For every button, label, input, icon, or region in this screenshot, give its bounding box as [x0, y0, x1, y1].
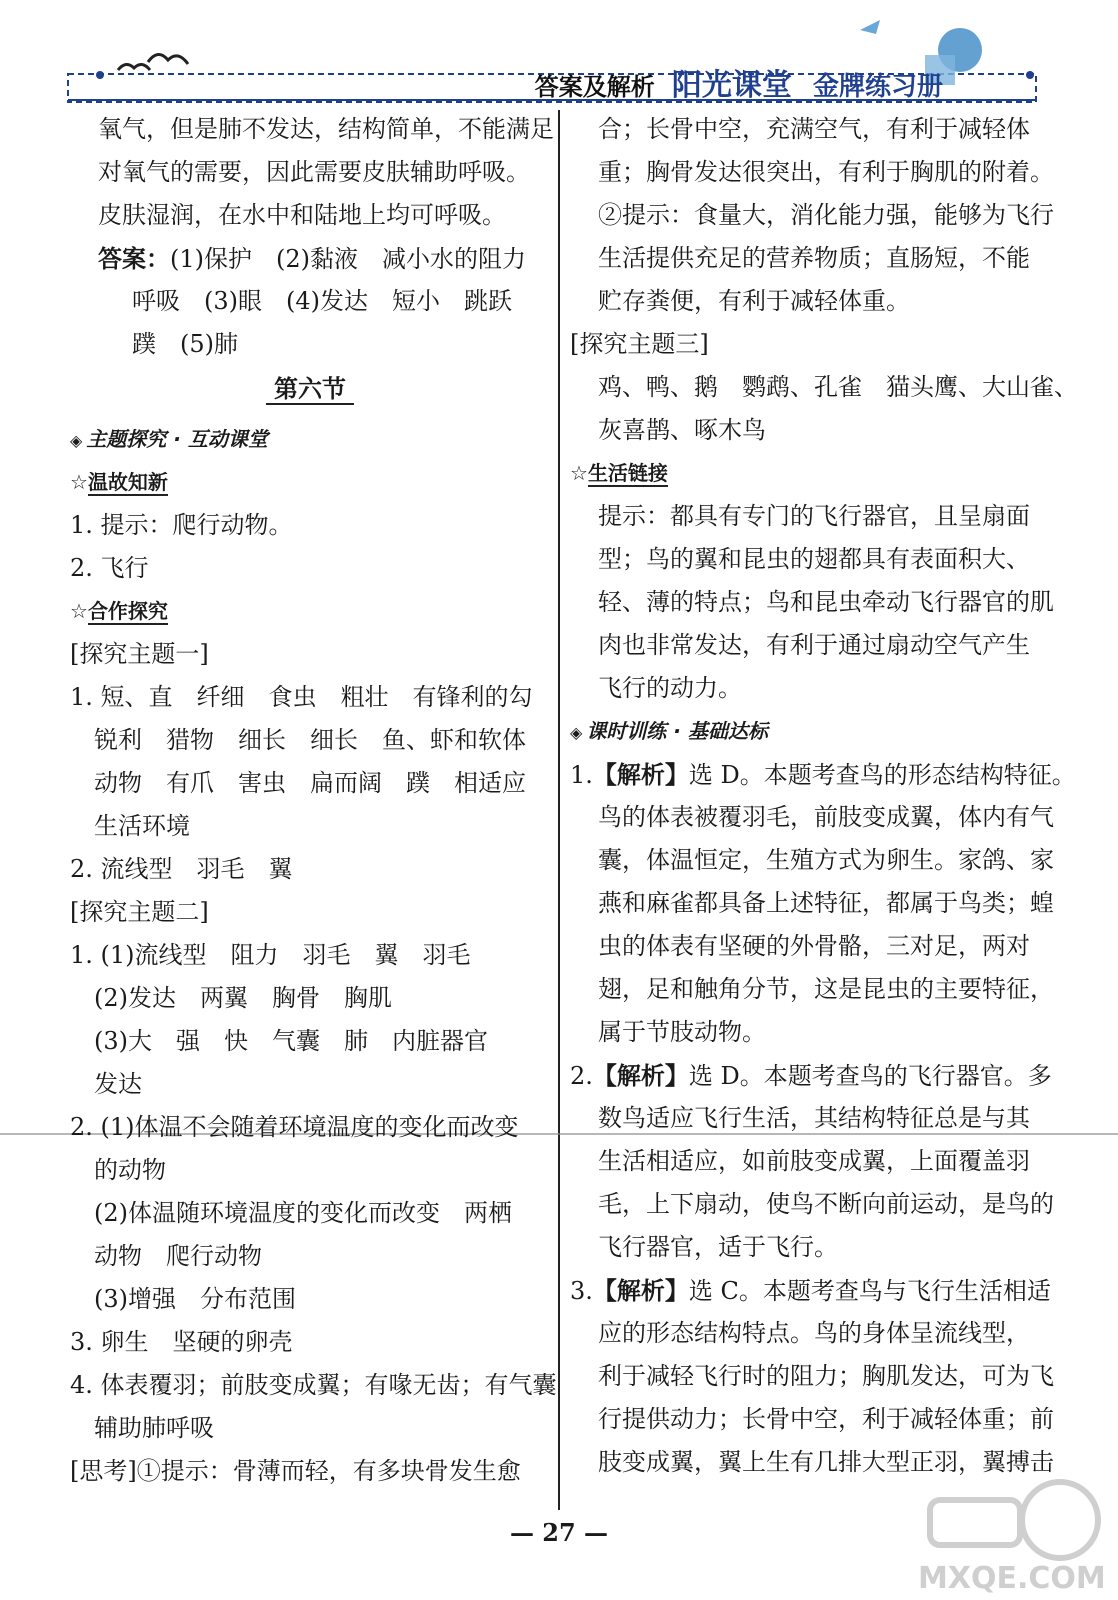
text-line: 贮存粪便，有利于减轻体重。 [598, 287, 910, 315]
text-line: [思考]①提示：骨薄而轻，有多块骨发生愈 [70, 1457, 521, 1485]
text-line: 肢变成翼，翼上生有几排大型正羽，翼搏击 [598, 1448, 1054, 1476]
text-line: 4. 体表覆羽；前肢变成翼；有喙无齿；有气囊 [70, 1371, 557, 1399]
question-number: 3. [570, 1277, 593, 1305]
subsection-heading [70, 461, 550, 504]
section-band-text: 课时训练 · 基础达标 [586, 719, 768, 743]
subsection-heading [70, 590, 550, 633]
text-line: 1. 短、直 纤细 食虫 粗壮 有锋利的勾 [70, 683, 533, 711]
left-column [70, 108, 557, 1493]
column-divider [558, 110, 560, 1510]
text-line: 数鸟适应飞行生活，其结构特征总是与其 [598, 1104, 1030, 1132]
text-line: 飞行的动力。 [598, 674, 742, 702]
text-line: 蹼 (5)肺 [132, 330, 238, 358]
text-line: 毛，上下扇动，使鸟不断向前运动，是鸟的 [598, 1190, 1054, 1218]
text-line: ②提示：食量大，消化能力强，能够为飞行 [598, 201, 1054, 229]
analysis-label: 【解析】 [592, 1276, 689, 1305]
subsection-heading-text: 合作探究 [87, 599, 168, 623]
text-line: 对氧气的需要，因此需要皮肤辅助呼吸。 [98, 158, 530, 186]
question-analysis-line [570, 1269, 1051, 1312]
text-line: [探究主题一] [70, 640, 209, 668]
analysis-text: 选 D。本题考查鸟的飞行器官。多 [688, 1062, 1052, 1090]
text-line: 2. (1)体温不会随着环境温度的变化而改变 [70, 1113, 519, 1141]
text-line: 肉也非常发达，有利于通过扇动空气产生 [598, 631, 1030, 659]
answer-label: 答案： [98, 244, 170, 273]
text-line: 2. 流线型 羽毛 翼 [70, 855, 293, 883]
answer-label: 答案及解析 [534, 73, 655, 101]
text-line: 发达 [94, 1070, 142, 1098]
text-line: 轻、薄的特点；鸟和昆虫牵动飞行器官的肌 [598, 588, 1054, 616]
page-number: — 27 — [509, 1518, 609, 1547]
subsection-heading-text: 生活链接 [587, 461, 668, 485]
text-line: (3)大 强 快 气囊 肺 内脏器官 [94, 1027, 488, 1055]
text-line: 动物 有爪 害虫 扁而阔 蹼 相适应 [94, 769, 526, 797]
text-line: 生活相适应，如前肢变成翼，上面覆盖羽 [598, 1147, 1030, 1175]
text-line: 重；胸骨发达很突出，有利于胸肌的附着。 [598, 158, 1054, 186]
question-number: 2. [570, 1062, 593, 1090]
page-header [0, 0, 1118, 110]
text-line: 翅，足和触角分节，这是昆虫的主要特征， [598, 975, 1054, 1003]
star-icon: ☆ [70, 470, 88, 494]
section-band [70, 418, 550, 461]
text-line: (2)发达 两翼 胸骨 胸肌 [94, 984, 392, 1012]
section-band-text: 主题探究 · 互动课堂 [86, 427, 268, 451]
book-name: 金牌练习册 [812, 72, 943, 102]
brand-name: 阳光课堂 [671, 68, 792, 103]
text-line: 呼吸 (3)眼 (4)发达 短小 跳跃 [132, 287, 512, 315]
text-line: 鸟的体表被覆羽毛，前肢变成翼，体内有气 [598, 803, 1054, 831]
section-band [570, 710, 1045, 753]
text-line: 生活环境 [94, 812, 190, 840]
text-line: 利于减轻飞行时的阻力；胸肌发达，可为飞 [598, 1362, 1054, 1390]
text-line: [探究主题三] [570, 330, 709, 358]
star-icon: ☆ [70, 599, 88, 623]
question-analysis-line [570, 753, 1076, 796]
text-line: 生活提供充足的营养物质；直肠短，不能 [598, 244, 1030, 272]
question-analysis-line [570, 1054, 1052, 1097]
watermark-logo [910, 1470, 1110, 1595]
text-line: [探究主题二] [70, 898, 209, 926]
header-title [535, 60, 943, 104]
section-title-text: 第六节 [266, 374, 354, 405]
text-line: 1. 提示：爬行动物。 [70, 511, 293, 539]
text-line: 行提供动力；长骨中空，利于减轻体重；前 [598, 1405, 1054, 1433]
answer-text: (1)保护 (2)黏液 减小水的阻力 [170, 245, 526, 273]
text-line: (2)体温随环境温度的变化而改变 两栖 [94, 1199, 512, 1227]
text-line: 型；鸟的翼和昆虫的翅都具有表面积大、 [598, 545, 1030, 573]
text-line: 鸡、鸭、鹅 鹦鹉、孔雀 猫头鹰、大山雀、 [598, 373, 1078, 401]
analysis-label: 【解析】 [592, 1061, 689, 1090]
text-line: (3)增强 分布范围 [94, 1285, 296, 1313]
text-line: 飞行器官，适于飞行。 [598, 1233, 838, 1261]
analysis-label: 【解析】 [592, 760, 689, 789]
diamond-icon: ◈ [70, 431, 83, 450]
text-line: 皮肤湿润，在水中和陆地上均可呼吸。 [98, 201, 506, 229]
text-line: 3. 卵生 坚硬的卵壳 [70, 1328, 293, 1356]
text-line: 合；长骨中空，充满空气，有利于减轻体 [598, 115, 1030, 143]
text-line: 燕和麻雀都具备上述特征，都属于鸟类；蝗 [598, 889, 1054, 917]
text-line: 1. (1)流线型 阻力 羽毛 翼 羽毛 [70, 941, 471, 969]
diamond-icon: ◈ [570, 723, 583, 742]
text-line: 提示：都具有专门的飞行器官，且呈扇面 [598, 502, 1030, 530]
section-title [70, 366, 550, 418]
text-line: 2. 飞行 [70, 554, 149, 582]
text-line: 氧气，但是肺不发达，结构简单，不能满足 [98, 115, 554, 143]
question-number: 1. [570, 761, 593, 789]
text-line: 应的形态结构特点。鸟的身体呈流线型， [598, 1319, 1030, 1347]
subsection-heading-text: 温故知新 [87, 470, 168, 494]
text-line: 属于节肢动物。 [598, 1018, 766, 1046]
watermark-text: MXQE.COM [918, 1561, 1106, 1595]
star-icon: ☆ [570, 461, 588, 485]
text-line: 虫的体表有坚硬的外骨骼，三对足，两对 [598, 932, 1030, 960]
text-line: 灰喜鹊、啄木鸟 [598, 416, 766, 444]
text-line: 辅助肺呼吸 [94, 1414, 214, 1442]
text-line: 锐利 猎物 细长 细长 鱼、虾和软体 [94, 726, 526, 754]
right-column [570, 108, 1078, 1484]
analysis-text: 选 C。本题考查鸟与飞行生活相适 [688, 1277, 1051, 1305]
subsection-heading [570, 452, 1045, 495]
text-line: 的动物 [94, 1156, 166, 1184]
analysis-text: 选 D。本题考查鸟的形态结构特征。 [688, 761, 1076, 789]
answer-line [70, 237, 550, 280]
text-line: 动物 爬行动物 [94, 1242, 262, 1270]
text-line: 囊，体温恒定，生殖方式为卵生。家鸽、家 [598, 846, 1054, 874]
